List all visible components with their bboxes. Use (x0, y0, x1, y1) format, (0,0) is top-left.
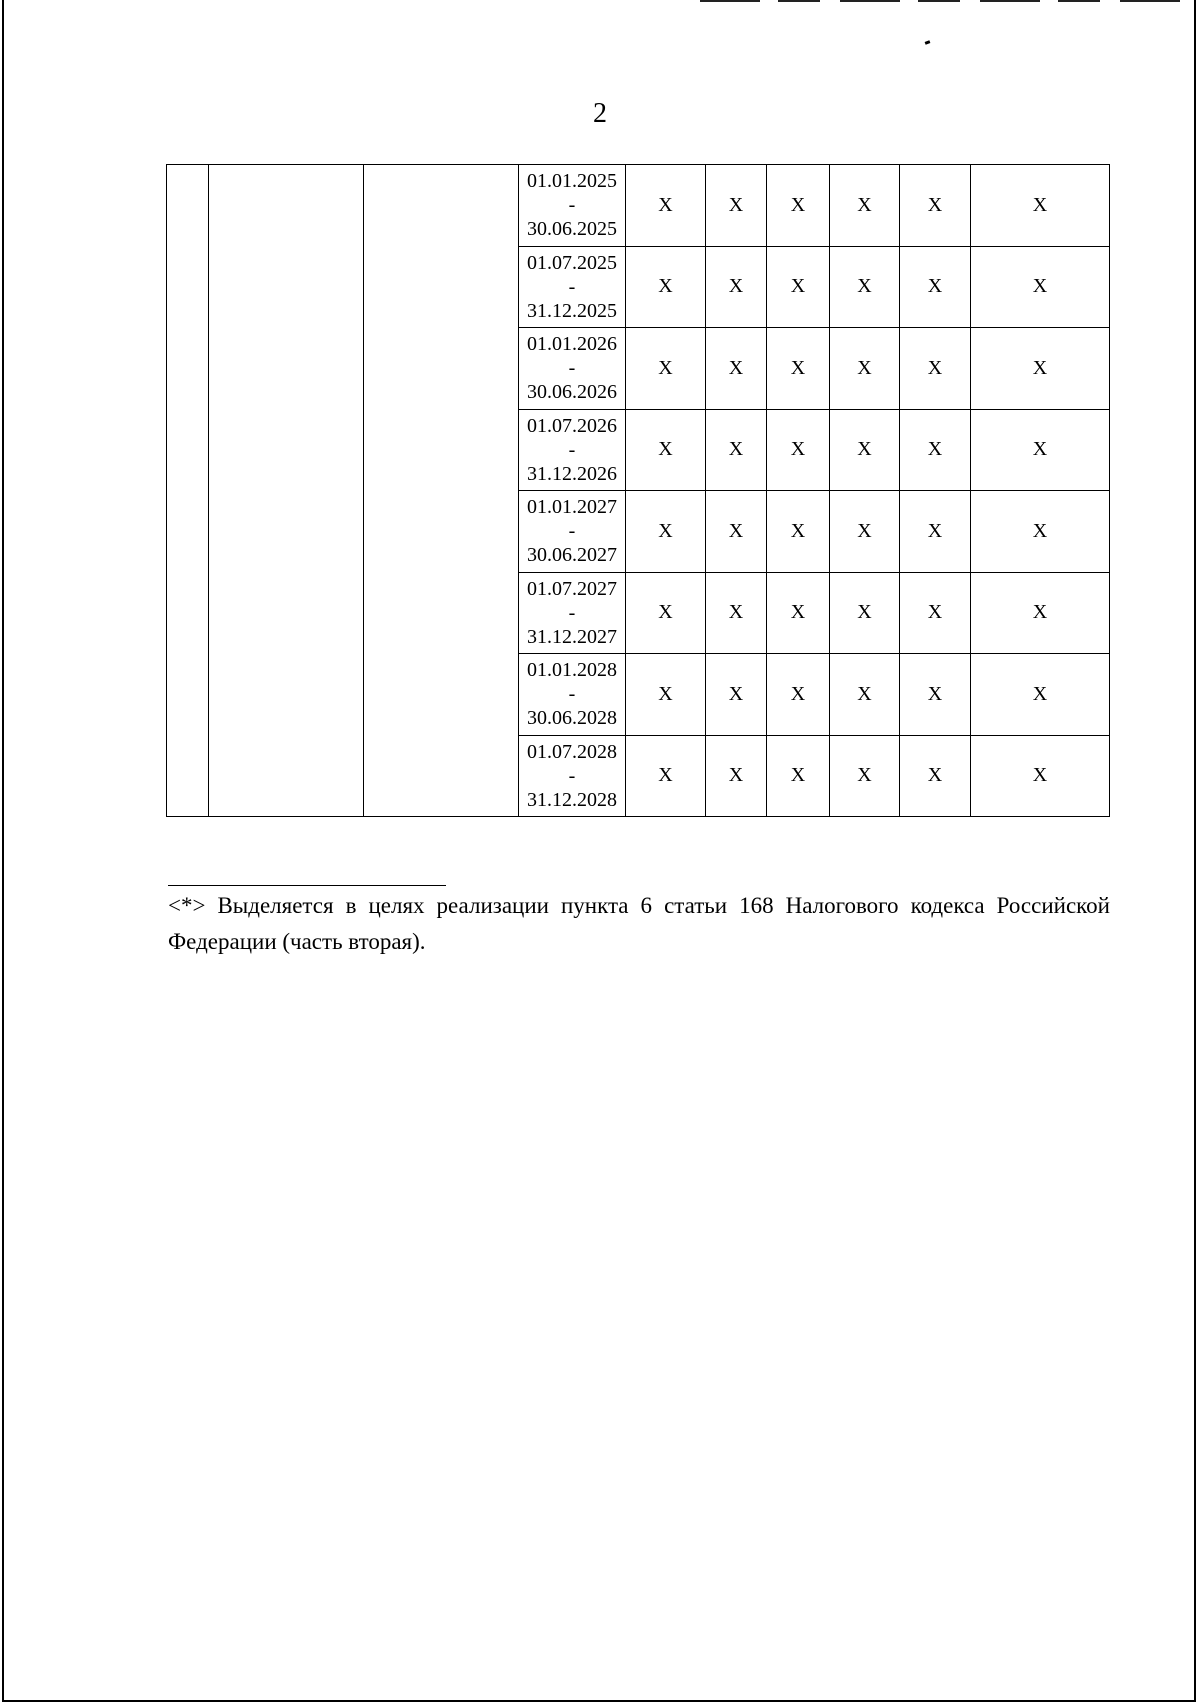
schedule-table (166, 164, 1110, 817)
period-start: 01.07.2028 (527, 740, 617, 763)
table-row (167, 165, 1110, 247)
mark-cell: X (971, 491, 1110, 573)
mark-cell: X (626, 654, 706, 736)
period-end: 31.12.2026 (527, 462, 617, 485)
period-cell (519, 409, 626, 491)
mark-cell: X (767, 409, 830, 491)
merged-empty-cell-3 (364, 165, 519, 817)
footnote-separator (168, 885, 446, 886)
mark-cell: X (830, 572, 900, 654)
period-end: 30.06.2026 (527, 381, 617, 404)
mark-cell: X (626, 246, 706, 328)
period-end: 31.12.2025 (527, 299, 617, 322)
mark-cell: X (900, 328, 971, 410)
period-end: 31.12.2027 (527, 625, 617, 648)
mark-cell: X (706, 409, 767, 491)
mark-cell: X (971, 328, 1110, 410)
mark-cell: X (971, 409, 1110, 491)
mark-cell: X (830, 735, 900, 817)
period-cell (519, 165, 626, 247)
period-start: 01.07.2025 (527, 251, 617, 274)
period-start: 01.07.2027 (527, 577, 617, 600)
mark-cell: X (830, 328, 900, 410)
mark-cell: X (626, 328, 706, 410)
mark-cell: X (706, 654, 767, 736)
mark-cell: X (830, 654, 900, 736)
mark-cell: X (706, 165, 767, 247)
mark-cell: X (900, 165, 971, 247)
mark-cell: X (767, 246, 830, 328)
period-end: 30.06.2028 (527, 707, 617, 730)
mark-cell: X (626, 735, 706, 817)
period-cell (519, 246, 626, 328)
period-end: 30.06.2027 (527, 544, 617, 567)
page-number: 2 (593, 98, 607, 129)
period-cell (519, 328, 626, 410)
mark-cell: X (706, 246, 767, 328)
mark-cell: X (626, 572, 706, 654)
mark-cell: X (971, 572, 1110, 654)
period-sep: - (568, 275, 576, 298)
mark-cell: X (971, 654, 1110, 736)
mark-cell: X (830, 165, 900, 247)
period-cell (519, 572, 626, 654)
period-start: 01.01.2027 (527, 496, 617, 519)
merged-empty-cell-2 (209, 165, 364, 817)
period-start: 01.01.2028 (527, 659, 617, 682)
period-cell (519, 735, 626, 817)
mark-cell: X (767, 165, 830, 247)
mark-cell: X (706, 735, 767, 817)
mark-cell: X (830, 246, 900, 328)
period-end: 30.06.2025 (527, 218, 617, 241)
mark-cell: X (900, 246, 971, 328)
period-sep: - (568, 357, 576, 380)
mark-cell: X (706, 328, 767, 410)
mark-cell: X (971, 735, 1110, 817)
mark-cell: X (706, 491, 767, 573)
period-cell (519, 654, 626, 736)
mark-cell: X (900, 409, 971, 491)
period-cell (519, 491, 626, 573)
mark-cell: X (626, 491, 706, 573)
period-start: 01.07.2026 (527, 414, 617, 437)
period-end: 31.12.2028 (527, 788, 617, 811)
mark-cell: X (900, 572, 971, 654)
period-sep: - (568, 194, 576, 217)
period-sep: - (568, 438, 576, 461)
mark-cell: X (830, 491, 900, 573)
mark-cell: X (900, 491, 971, 573)
mark-cell: X (971, 246, 1110, 328)
period-sep: - (568, 764, 576, 787)
scan-top-edge-marks (700, 0, 1180, 2)
mark-cell: X (767, 328, 830, 410)
mark-cell: X (706, 572, 767, 654)
merged-empty-cell-1 (167, 165, 209, 817)
mark-cell: X (900, 735, 971, 817)
footnote-text: <*> Выделяется в целях реализации пункта 6 статьи 168 Налогового кодекса Российской Федерации (часть вторая). (168, 893, 1110, 954)
mark-cell: X (767, 572, 830, 654)
mark-cell: X (767, 735, 830, 817)
mark-cell: X (830, 409, 900, 491)
period-start: 01.01.2026 (527, 333, 617, 356)
period-start: 01.01.2025 (527, 170, 617, 193)
mark-cell: X (767, 654, 830, 736)
mark-cell: X (900, 654, 971, 736)
mark-cell: X (767, 491, 830, 573)
mark-cell: X (626, 165, 706, 247)
period-sep: - (568, 601, 576, 624)
schedule-table-body (167, 165, 1110, 817)
period-sep: - (568, 520, 576, 543)
mark-cell: X (971, 165, 1110, 247)
mark-cell: X (626, 409, 706, 491)
period-sep: - (568, 683, 576, 706)
